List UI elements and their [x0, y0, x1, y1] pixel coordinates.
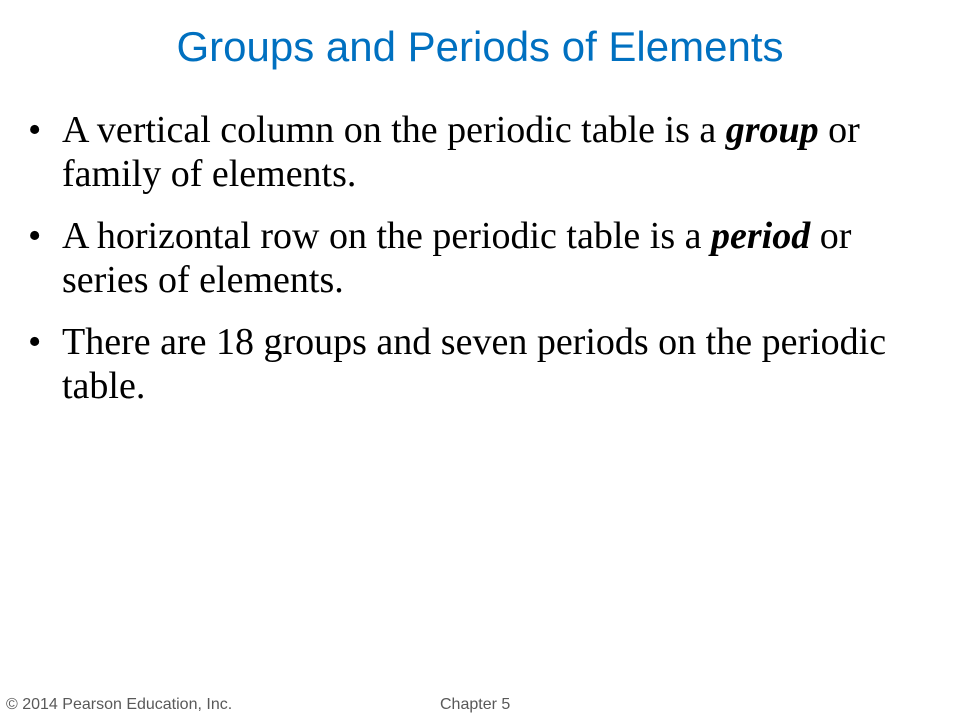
term-group: group: [725, 109, 819, 151]
bullet-list: [20, 108, 920, 426]
term-period: period: [711, 215, 811, 257]
bullet-text: There are 18 groups and seven periods on the periodic table.: [62, 321, 887, 407]
bullet-item-count: [20, 320, 920, 408]
bullet-text: or series of elements.: [62, 215, 852, 301]
slide-title: Groups and Periods of Elements: [176, 23, 784, 70]
bullet-text: A vertical column on the periodic table is a: [62, 109, 726, 151]
bullet-text: or family of elements.: [62, 109, 860, 195]
bullet-icon: •: [28, 321, 42, 363]
bullet-icon: •: [28, 215, 42, 257]
bullet-icon: •: [28, 109, 42, 151]
bullet-text: A horizontal row on the periodic table is a: [62, 215, 711, 257]
footer-copyright: © 2014 Pearson Education, Inc.: [6, 696, 233, 713]
footer-chapter: Chapter 5: [440, 696, 511, 713]
bullet-item-period: [20, 214, 920, 302]
bullet-item-group: [20, 108, 920, 196]
